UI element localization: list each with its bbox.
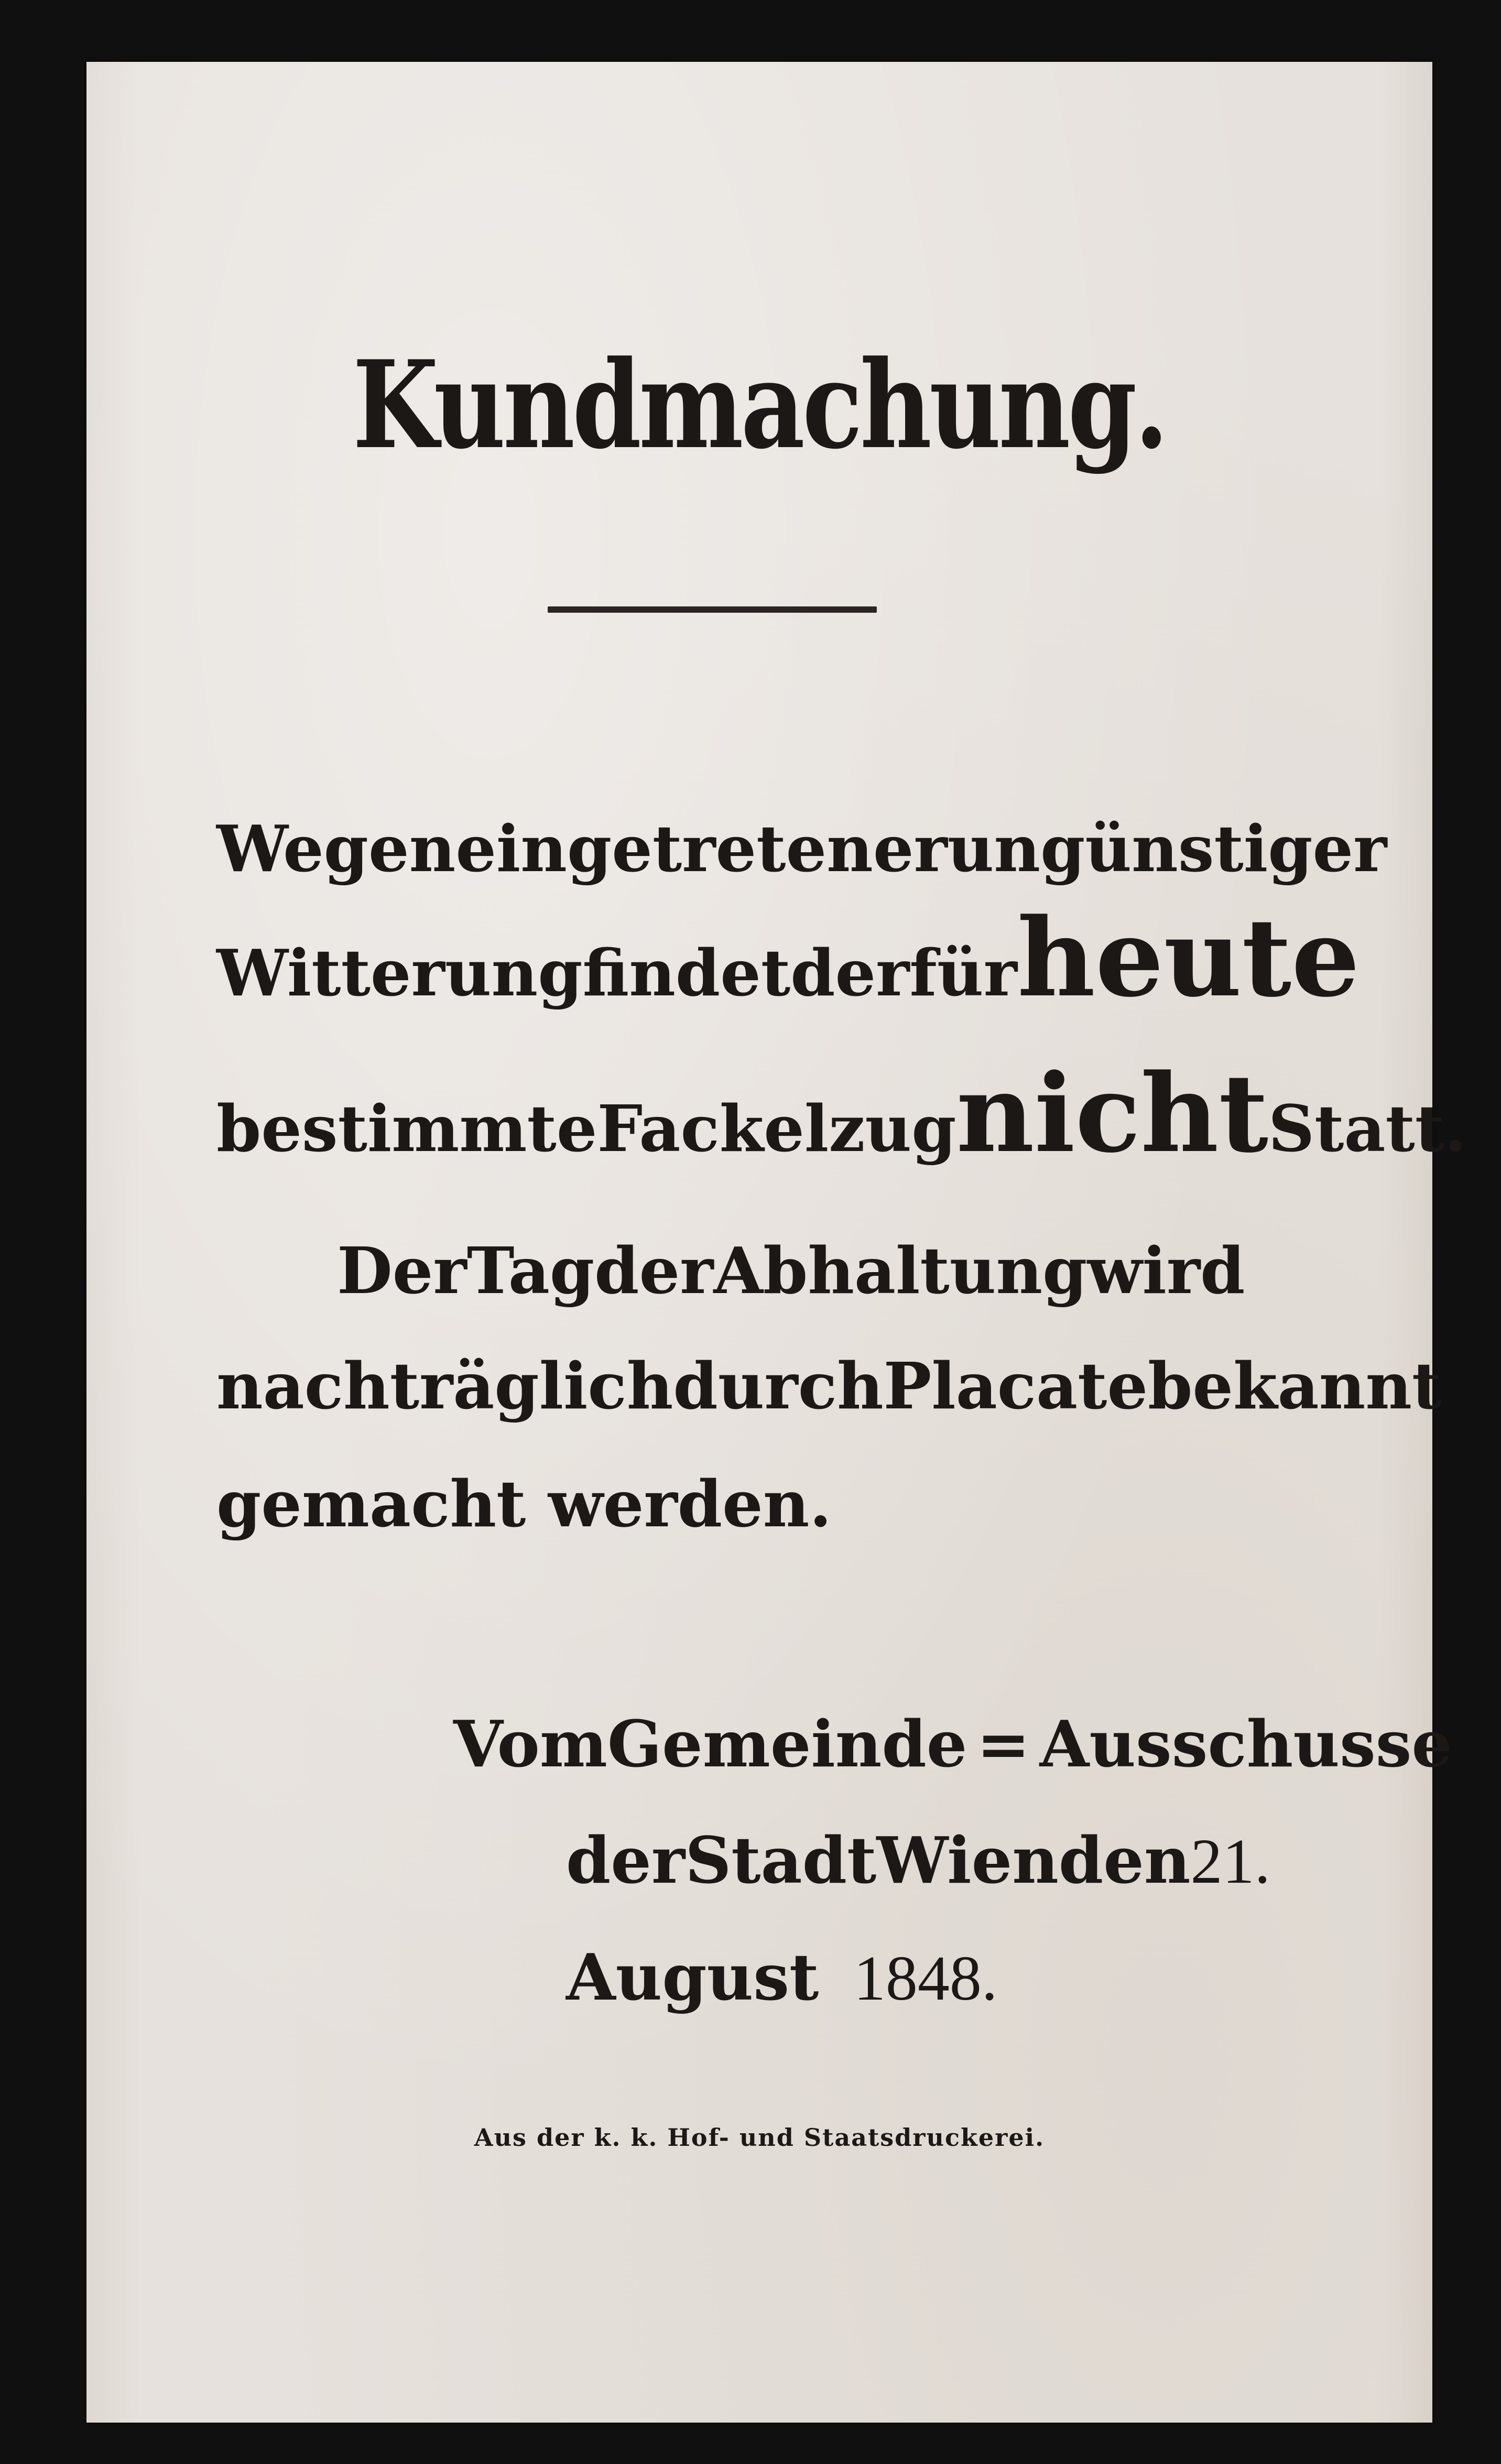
paragraph2-line1	[337, 1233, 1245, 1308]
word: Der	[337, 1233, 467, 1308]
word: den	[1058, 1822, 1191, 1898]
word: Witterung	[216, 935, 583, 1011]
paragraph2-line2	[216, 1348, 1442, 1424]
word: für	[909, 935, 1017, 1011]
word: Abhaltung	[713, 1233, 1087, 1308]
word: der	[566, 1822, 686, 1898]
word: Wegen	[216, 811, 456, 886]
word: bekannt	[1148, 1348, 1442, 1424]
paragraph2-line3: gemacht werden.	[216, 1466, 832, 1542]
compound-word	[607, 1706, 1453, 1782]
word: Vom	[453, 1706, 607, 1782]
word: Tag	[466, 1233, 595, 1308]
signature-line2	[566, 1822, 1271, 1898]
word: ungünstiger	[947, 811, 1387, 886]
title-divider	[548, 606, 877, 613]
signature-line3	[566, 1939, 998, 2015]
paragraph1-line2	[216, 895, 1360, 1021]
word: nachträglich	[216, 1348, 673, 1424]
poster-sheet	[86, 62, 1467, 2423]
word: Ausschusse	[1039, 1706, 1453, 1782]
word: Wien	[876, 1822, 1059, 1898]
word: eingetretener	[455, 811, 948, 886]
word: Stadt	[685, 1822, 877, 1898]
date-year: 1848.	[853, 1943, 998, 2014]
paragraph1-line3	[216, 1051, 1467, 1177]
word: Statt.	[1268, 1091, 1467, 1166]
word: der	[594, 1233, 714, 1308]
hyphen-mark: =	[976, 1706, 1030, 1782]
printer-imprint: Aus der k. k. Hof- und Staatsdruckerei.	[474, 2123, 1045, 2152]
paragraph1-line1	[216, 811, 1387, 886]
word: Gemeinde	[607, 1706, 967, 1782]
date-day: 21.	[1190, 1826, 1271, 1897]
emphasis-word-nicht: nicht	[956, 1051, 1269, 1177]
word: Placate	[883, 1348, 1148, 1424]
word: wird	[1087, 1233, 1245, 1308]
word: durch	[673, 1348, 884, 1424]
word: bestimmte	[216, 1091, 597, 1166]
signature-line1	[453, 1706, 1453, 1782]
word: August	[566, 1939, 819, 2015]
emphasis-word-heute: heute	[1017, 895, 1360, 1021]
word: der	[790, 935, 910, 1011]
word: Fackelzug	[597, 1091, 956, 1166]
poster-title: Kundmachung.	[352, 334, 1167, 476]
word: findet	[582, 935, 791, 1011]
